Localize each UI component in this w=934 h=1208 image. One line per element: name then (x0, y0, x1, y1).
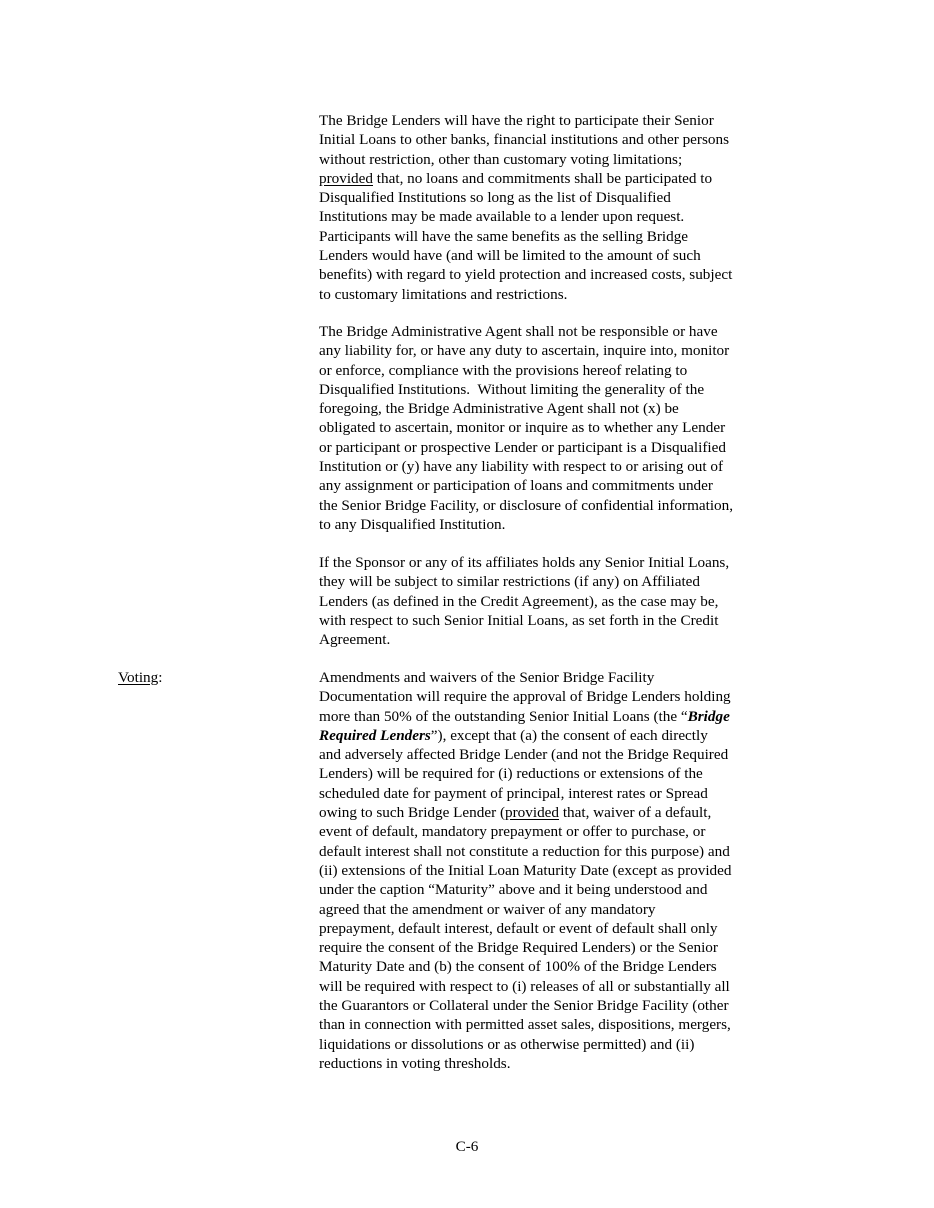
text-line: Lenders) will be required for (i) reductions or extensions of the (319, 765, 703, 783)
text-line: will be required with respect to (i) releases of all or substantially all (319, 977, 730, 995)
text-line: prepayment, default interest, default or event of default shall only (319, 919, 718, 937)
text-line: with respect to such Senior Initial Loans, as set forth in the Credit (319, 611, 719, 629)
text-line: Disqualified Institutions so long as the list of Disqualified (319, 189, 671, 207)
text-fragment: ”), except that (a) the consent of each directly (430, 726, 708, 744)
text-line: Lenders (as defined in the Credit Agreement), as the case may be, (319, 592, 719, 610)
text-line (319, 803, 731, 822)
text-fragment: owing to such Bridge Lender ( (319, 804, 506, 822)
text-line: Documentation will require the approval of Bridge Lenders holding (319, 688, 731, 706)
agent-liability-paragraph (319, 322, 733, 534)
text-line: obligated to ascertain, monitor or inquire as to whether any Lender (319, 419, 726, 437)
text-line: Participants will have the same benefits as the selling Bridge (319, 227, 689, 245)
text-line: foregoing, the Bridge Administrative Agent shall not (x) be (319, 400, 679, 418)
text-line: to any Disqualified Institution. (319, 515, 506, 533)
text-line: (ii) extensions of the Initial Loan Maturity Date (except as provided (319, 861, 732, 879)
text-line: The Bridge Lenders will have the right to participate their Senior (319, 112, 714, 129)
text-line: or participant or prospective Lender or participant is a Disqualified (319, 438, 726, 456)
text-line: they will be subject to similar restrictions (if any) on Affiliated (319, 573, 701, 591)
page-number: C-6 (455, 1138, 479, 1155)
text-line: the Senior Bridge Facility, or disclosure of confidential information, (319, 496, 734, 514)
text-line: and adversely affected Bridge Lender (and not the Bridge Required (319, 746, 729, 764)
label-colon: : (158, 669, 163, 686)
defined-term: Required Lenders (319, 726, 431, 744)
text-line: Institution or (y) have any liability with respect to or arising out of (319, 458, 724, 476)
text-line: the Guarantors or Collateral under the Senior Bridge Facility (other (319, 997, 729, 1015)
text-line: Institutions may be made available to a lender upon request. (319, 208, 685, 226)
text-line: under the caption “Maturity” above and it being understood and (319, 881, 708, 899)
text-line: Agreement. (319, 631, 391, 649)
text-line: than in connection with permitted asset sales, dispositions, mergers, (319, 1016, 731, 1034)
text-line: require the consent of the Bridge Required Lenders) or the Senior (319, 939, 718, 957)
text-line: without restriction, other than customary voting limitations; (319, 150, 683, 168)
text-line: The Bridge Administrative Agent shall not be responsible or have (319, 323, 718, 340)
text-line (319, 707, 731, 726)
text-line: Maturity Date and (b) the consent of 100% of the Bridge Lenders (319, 958, 717, 976)
text-line: Disqualified Institutions. Without limiting the generality of the (319, 380, 705, 398)
text-line: any assignment or participation of loans and commitments under (319, 477, 713, 495)
text-line (319, 169, 732, 188)
text-line: Amendments and waivers of the Senior Bridge Facility (319, 669, 655, 686)
text-line: Lenders would have (and will be limited to the amount of such (319, 247, 701, 265)
text-line: benefits) with regard to yield protection and increased costs, subject (319, 266, 733, 284)
text-line: Initial Loans to other banks, financial institutions and other persons (319, 131, 729, 149)
text-line: reductions in voting thresholds. (319, 1054, 511, 1072)
defined-term: Bridge (687, 707, 730, 725)
text-line: or enforce, compliance with the provisions hereof relating to (319, 361, 688, 379)
text-line: agreed that the amendment or waiver of any mandatory (319, 900, 656, 918)
text-line: If the Sponsor or any of its affiliates holds any Senior Initial Loans, (319, 554, 730, 571)
participation-paragraph (319, 111, 732, 304)
text-line: default interest shall not constitute a reduction for this purpose) and (319, 842, 730, 860)
text-line: scheduled date for payment of principal, interest rates or Spread (319, 784, 708, 802)
voting-paragraph (319, 668, 731, 1073)
provided-term: provided (319, 169, 373, 187)
text-fragment: more than 50% of the outstanding Senior Initial Loans (the “ (319, 707, 688, 725)
voting-heading: Voting (118, 669, 159, 686)
text-line: liquidations or dissolutions or as otherwise permitted) and (ii) (319, 1035, 695, 1053)
text-fragment: that, waiver of a default, (559, 804, 712, 822)
text-fragment: that, no loans and commitments shall be participated to (373, 169, 713, 187)
text-line: any liability for, or have any duty to ascertain, inquire into, monitor (319, 342, 730, 360)
text-line: event of default, mandatory prepayment or offer to purchase, or (319, 823, 706, 841)
sponsor-affiliates-paragraph (319, 553, 729, 649)
text-line (319, 726, 731, 745)
provided-term: provided (505, 804, 560, 822)
voting-section-label (118, 668, 162, 687)
text-line: to customary limitations and restrictions. (319, 285, 568, 303)
